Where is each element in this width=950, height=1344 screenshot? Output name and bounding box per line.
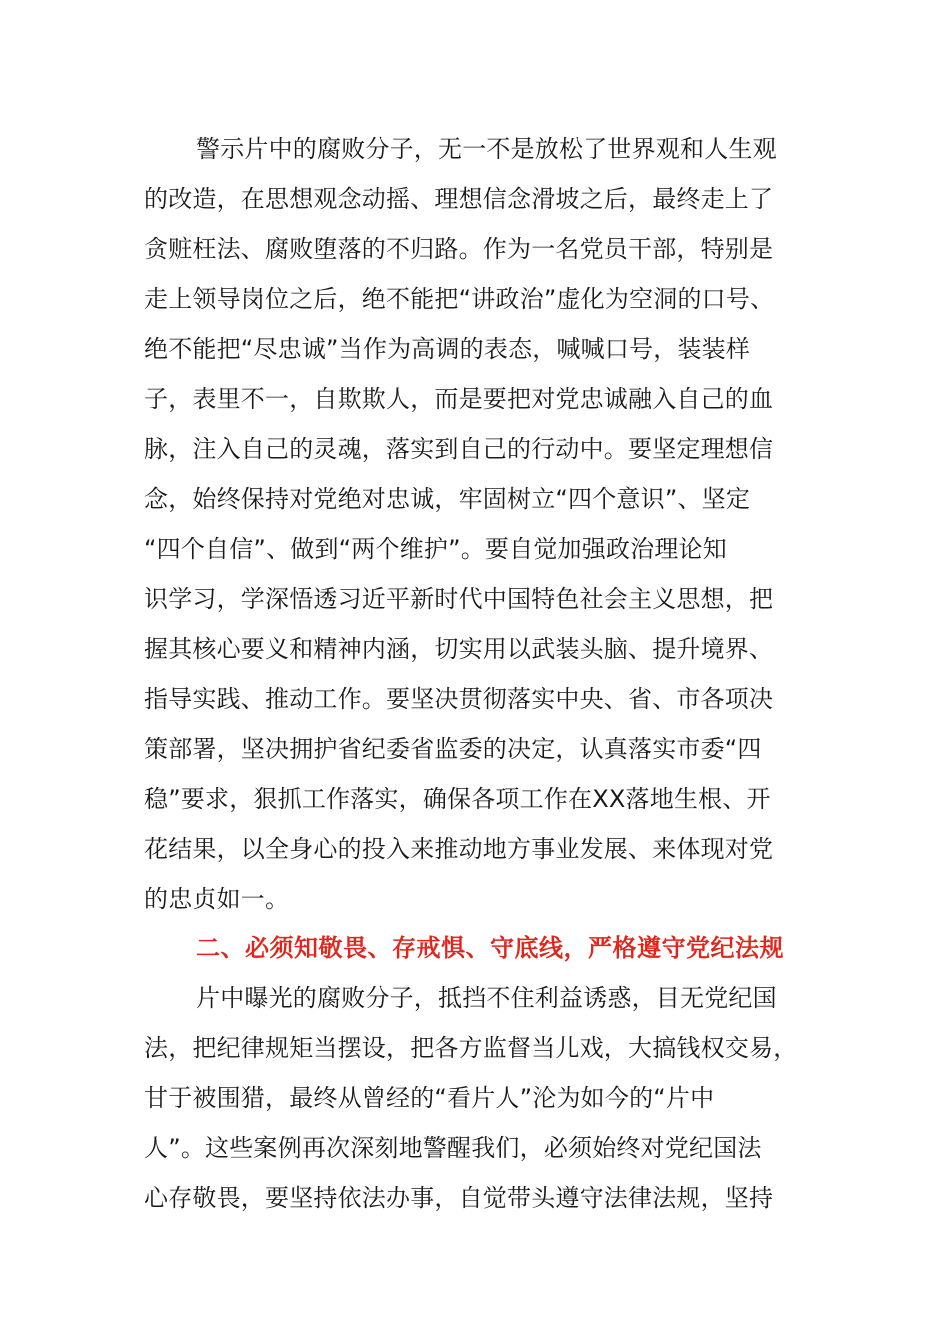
para1-line-10: 识学习，学深悟透习近平新时代中国特色社会主义思想，把 xyxy=(144,585,774,613)
para1-line-9: “四个自信”、做到“两个维护”。要自觉加强政治理论知 xyxy=(144,535,727,563)
para1-line-8: 念，始终保持对党绝对忠诚，牢固树立“四个意识”、坚定 xyxy=(144,485,751,513)
para2-line-2: 法，把纪律规矩当摆设，把各方监督当儿戏，大搞钱权交易， xyxy=(144,1034,798,1062)
section-heading-2: 二、必须知敬畏、存戒惧、守底线，严格遵守党纪法规 xyxy=(196,934,784,962)
para1-line-5: 绝不能把“尽忠诚”当作为高调的表态，喊喊口号，装装样 xyxy=(144,335,751,363)
para1-line-14: 稳”要求，狠抓工作落实，确保各项工作在XX落地生根、开 xyxy=(144,785,771,813)
para1-line-13: 策部署，坚决拥护省纪委省监委的决定，认真落实市委“四 xyxy=(144,735,762,763)
para1-line-12: 指导实践、推动工作。要坚决贯彻落实中央、省、市各项决 xyxy=(144,685,774,713)
para1-line-16: 的忠贞如一。 xyxy=(144,885,290,913)
para1-line-7: 脉，注入自己的灵魂，落实到自己的行动中。要坚定理想信 xyxy=(144,435,774,463)
para1-line-15: 花结果，以全身心的投入来推动地方事业发展、来体现对党 xyxy=(144,835,774,863)
para1-line-3: 贪赃枉法、腐败堕落的不归路。作为一名党员干部，特别是 xyxy=(144,235,774,263)
para1-line-4: 走上领导岗位之后，绝不能把“讲政治”虚化为空洞的口号、 xyxy=(144,285,775,313)
para1-line-2: 的改造，在思想观念动摇、理想信念滑坡之后，最终走上了 xyxy=(144,185,774,213)
para1-line-1: 警示片中的腐败分子，无一不是放松了世界观和人生观 xyxy=(196,135,777,163)
para2-line-5: 心存敬畏，要坚持依法办事，自觉带头遵守法律法规，坚持 xyxy=(144,1184,774,1212)
para2-line-1: 片中曝光的腐败分子，抵挡不住利益诱惑，目无党纪国 xyxy=(196,984,777,1012)
para1-line-6: 子，表里不一，自欺欺人，而是要把对党忠诚融入自己的血 xyxy=(144,385,774,413)
para2-line-3: 甘于被围猎，最终从曾经的“看片人”沦为如今的“片中 xyxy=(144,1084,715,1112)
para1-line-11: 握其核心要义和精神内涵，切实用以武装头脑、提升境界、 xyxy=(144,635,774,663)
para2-line-4: 人”。这些案例再次深刻地警醒我们，必须始终对党纪国法 xyxy=(144,1134,762,1162)
